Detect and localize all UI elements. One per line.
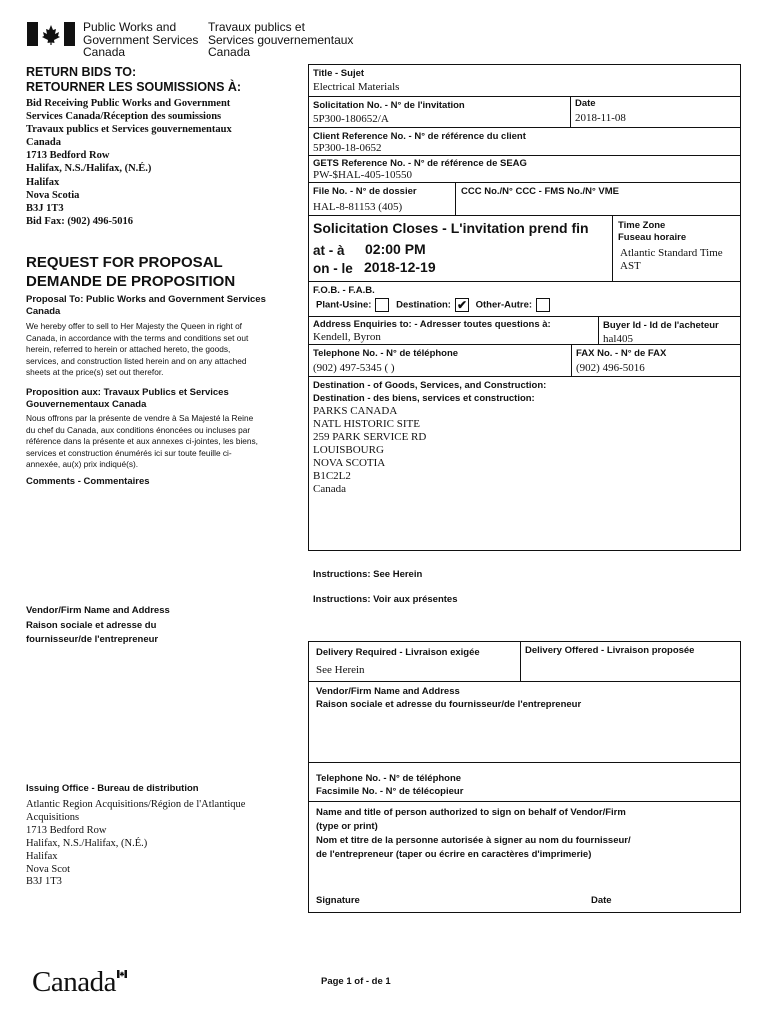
return-bids-title: RETURN BIDS TO: RETOURNER LES SOUMISSIONS À: <box>26 65 242 94</box>
vendor-name-label: Vendor/Firm Name and Address Raison sociale et adresse du fournisseur/de l'entrepreneur <box>316 686 582 710</box>
vendor-name-field[interactable] <box>316 712 736 758</box>
delivery-required-value: See Herein <box>316 664 365 676</box>
date-value: 2018-11-08 <box>575 112 626 124</box>
client-ref-value: 5P300-18-0652 <box>313 142 382 154</box>
time-zone-value: Atlantic Standard Time AST <box>620 247 723 272</box>
other-checkbox[interactable] <box>536 298 550 312</box>
comments-label: Comments - Commentaires <box>26 476 150 487</box>
delivery-required-label: Delivery Required - Livraison exigée <box>316 647 480 658</box>
telephone-value: (902) 497-5345 ( ) <box>313 362 395 374</box>
solicitation-closes-label: Solicitation Closes - L'invitation prend fin <box>313 220 589 236</box>
buyer-id-label: Buyer Id - Id de l'acheteur <box>603 320 719 331</box>
solicitation-no-label: Solicitation No. - N° de l'invitation <box>313 100 465 111</box>
telephone-label: Telephone No. - N° de téléphone <box>313 348 459 359</box>
address-enquiries-label: Address Enquiries to: - Adresser toutes questions à: <box>313 319 551 330</box>
destination-goods-label: Destination - of Goods, Services, and Construction: Destination - des biens, services et construction: <box>313 380 547 404</box>
solicitation-no-value: 5P300-180652/A <box>313 113 389 125</box>
fob-options <box>316 298 554 312</box>
delivery-offered-label: Delivery Offered - Livraison proposée <box>525 645 695 656</box>
gets-ref-value: PW-$HAL-405-10550 <box>313 169 412 181</box>
signature-date-label: Date <box>591 895 612 906</box>
dept-name-fr: Travaux publics et Services gouvernementaux Canada <box>208 20 354 59</box>
vendor-phone-label: Telephone No. - N° de téléphone Facsimile No. - N° de télécopieur <box>316 773 464 797</box>
destination-checkbox[interactable]: ✔ <box>456 298 467 312</box>
date-label: Date <box>575 98 596 109</box>
instructions-fr: Instructions: Voir aux présentes <box>313 594 458 605</box>
closes-at-label: at - à <box>313 243 345 258</box>
buyer-id-value: hal405 <box>603 333 633 345</box>
closes-date-value: 2018-12-19 <box>364 259 436 275</box>
other-label: Other-Autre: <box>475 299 533 311</box>
delivery-offered-field[interactable] <box>525 660 735 678</box>
client-ref-label: Client Reference No. - N° de référence du client <box>313 131 526 142</box>
title-label: Title - Sujet <box>313 68 365 79</box>
file-no-label: File No. - N° de dossier <box>313 186 417 197</box>
issuing-office-label: Issuing Office - Bureau de distribution <box>26 783 199 794</box>
fob-label: F.O.B. - F.A.B. <box>313 285 375 296</box>
address-enquiries-value: Kendell, Byron <box>313 331 381 343</box>
issuing-office-address: Atlantic Region Acquisitions/Région de l'Atlantique Acquisitions 1713 Bedford Row Halifax, N.S./Halifax, (N.É.) Halifax Nova Scot B3J 1T3 <box>26 799 246 888</box>
signature-label: Signature <box>316 895 360 906</box>
canada-wordmark: Canada <box>32 966 116 999</box>
file-no-value: HAL-8-81153 (405) <box>313 201 403 213</box>
proposition-text: Nous offrons par la présente de vendre à Sa Majesté la Reine du chef du Canada, aux conditions énoncées ou incluses par référence dans la présente et aux annexes ci-jointes, les biens, services et construction énumérés ici sur toute feuille ci-annexée, au(x) prix indiqué(s). <box>26 413 258 470</box>
instructions-en: Instructions: See Herein <box>313 569 423 580</box>
fax-value: (902) 496-5016 <box>576 362 645 374</box>
title-value: Electrical Materials <box>313 81 400 93</box>
proposition-heading: Proposition aux: Travaux Publics et Services Gouvernementaux Canada <box>26 387 229 410</box>
destination-label: Destination: <box>396 299 451 311</box>
page-number: Page 1 of - de 1 <box>321 976 391 987</box>
destination-goods-address: PARKS CANADA NATL HISTORIC SITE 259 PARK SERVICE RD LOUISBOURG NOVA SCOTIA B1C2L2 Canada <box>313 405 427 495</box>
proposal-to-text: We hereby offer to sell to Her Majesty the Queen in right of Canada, in accordance with the terms and conditions set out herein, referred to herein or attached hereto, the goods, services, and construction listed herein and on any attached sheets at the price(s) set out therefor. <box>26 321 249 378</box>
fax-label: FAX No. - N° de FAX <box>576 348 667 359</box>
gov-canada-flag-logo <box>27 22 75 46</box>
authorized-signer-label: Name and title of person authorized to sign on behalf of Vendor/Firm (type or print) Nom et titre de la personne autorisée à signer au nom du fournisseur/ de l'entrepreneur (taper ou écrire en caractères d'imprimerie) <box>316 807 631 860</box>
closes-on-label: on - le <box>313 261 353 276</box>
return-bids-address: Bid Receiving Public Works and Government Services Canada/Réception des soumissions Travaux publics et Services gouvernementaux Canada 1713 Bedford Row Halifax, N.S./Halifax, (N.É.) Halifax Nova Scotia B3J 1T3 Bid Fax: (902) 496-5016 <box>26 98 232 227</box>
time-zone-label: Time Zone Fuseau horaire <box>618 220 687 243</box>
dept-name-en: Public Works and Government Services Canada <box>83 20 199 59</box>
rfp-title: REQUEST FOR PROPOSAL DEMANDE DE PROPOSITION <box>26 254 236 290</box>
vendor-left-label: Vendor/Firm Name and Address Raison sociale et adresse du fournisseur/de l'entrepreneur <box>26 605 170 645</box>
proposal-to-heading: Proposal To: Public Works and Government Services Canada <box>26 294 266 317</box>
closes-time-value: 02:00 PM <box>365 241 426 257</box>
wordmark-flag-icon <box>117 970 127 978</box>
ccc-no-label: CCC No./N° CCC - FMS No./N° VME <box>461 186 620 197</box>
plant-checkbox[interactable] <box>375 298 389 312</box>
plant-label: Plant-Usine: <box>316 299 372 311</box>
gets-ref-label: GETS Reference No. - N° de référence de SEAG <box>313 158 527 169</box>
